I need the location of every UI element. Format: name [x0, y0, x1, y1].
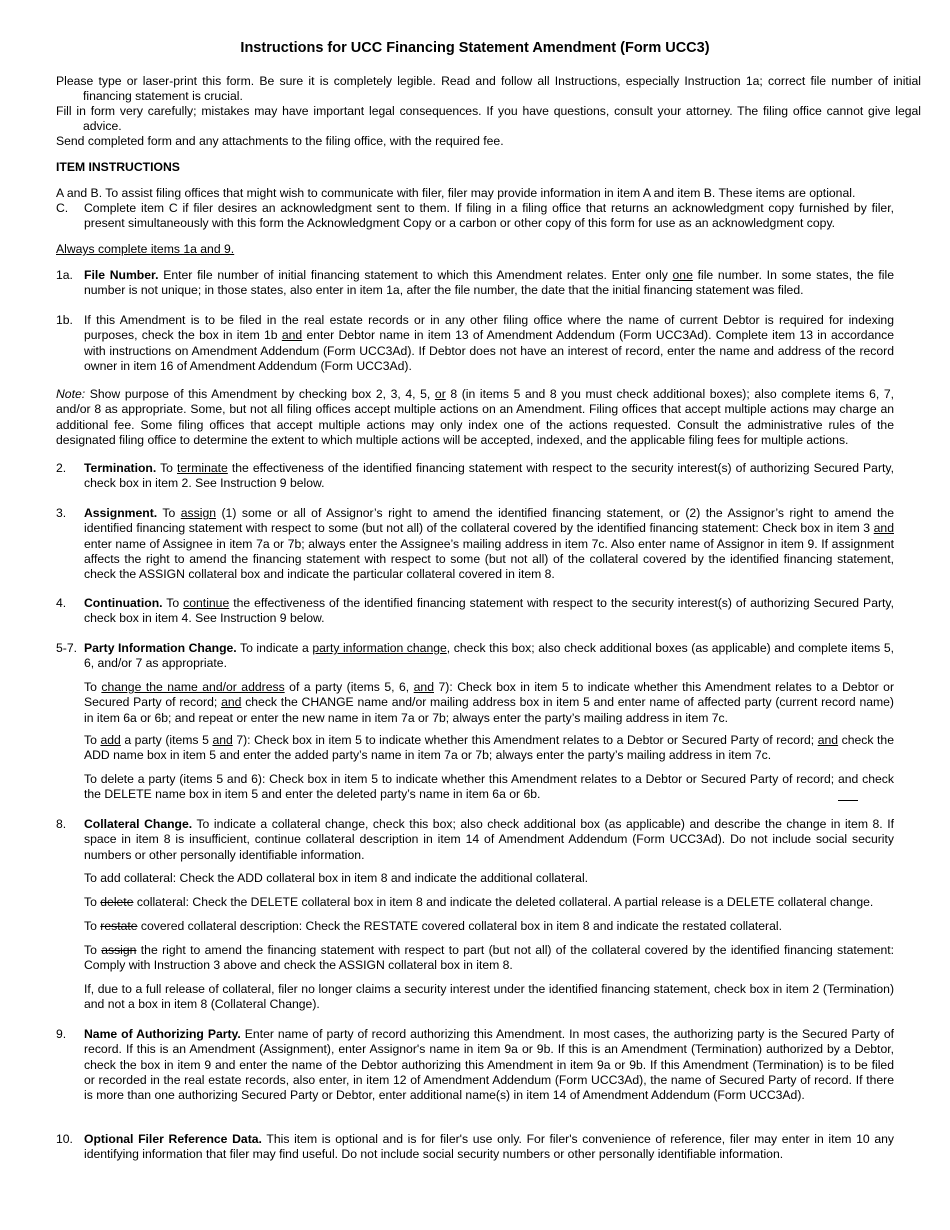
item-9-text: Name of Authorizing Party. Enter name of party of record authorizing this Amendment. In most cases, the authorizing party is the Secured Party of record. If this is an Amendment (Assignment), enter Assignor's name in item 9a or 9b. If this is an Amendment (Termination) authorized by a Debtor, check the box in item 9 and enter the name of the Debtor authorizing this Amendment in item 9a or 9b. If this Amendment (Termination) is to be filed or recorded in the real estate records, also enter, in item 12 of Amendment Addendum (Form UCC3Ad), the name of Secured Party of record. If there is more than one authorizing Secured Party or Debtor, enter additional name(s) in item 14 of Amendment Addendum (Form UCC3Ad). — [84, 1027, 894, 1103]
item-number: 10. — [56, 1132, 73, 1146]
item-2 — [56, 461, 894, 492]
item-instructions-heading: ITEM INSTRUCTIONS — [56, 160, 180, 174]
item-1a — [56, 268, 894, 299]
item-c-text: Complete item C if filer desires an acknowledgment sent to them. If filing in a filing office that returns an acknowledgment copy furnished by filer, present simultaneously with this form the Acknowledgment Copy or a carbon or other copy of this form for use as an acknowledgment copy. — [84, 201, 894, 231]
item-4 — [56, 596, 894, 627]
stray-rule — [838, 800, 858, 801]
note-paragraph: Note: Show purpose of this Amendment by checking box 2, 3, 4, 5, or 8 (in items 5 and 8 you must check additional boxes); also complete items 6, 7, and/or 8 as appropriate. Some, but not all filing offices accept multiple actions on an Amendment. Filing offices that accept multiple actions may charge an additional fee. Some filing offices that accept multiple actions may only index one of the actions requested. Consult the administrative rules of the designated filing office to determine the extent to which multiple actions will be accepted, indexed, and the applicable filing fees for multiple actions. — [56, 387, 894, 447]
item-number: 2. — [56, 461, 67, 475]
item-8-text: Collateral Change. To indicate a collateral change, check this box; also check additional box (as applicable) and describe the change in item 8. If space in item 8 is insufficient, continue collateral description in item 14 of Amendment Addendum (Form UCC3Ad). Do not include social security numbers or other personally identifiable information. — [84, 817, 894, 862]
item-5-7-text: Party Information Change. To indicate a party information change, check this box; also check additional boxes (as applicable) and complete items 5, 6, and/or 7 as appropriate. — [84, 641, 894, 671]
intro-paragraph: Send completed form and any attachments to the filing office, with the required fee. — [56, 134, 504, 148]
item-label: Assignment. — [84, 506, 158, 520]
item-label: Termination. — [84, 461, 157, 475]
item-8 — [56, 817, 894, 863]
item-10-text: Optional Filer Reference Data. This item is optional and is for filer's use only. For filer's convenience of reference, filer may enter in item 10 any identifying information that filer may find useful. Do not include social security numbers or other personally identifiable information. — [84, 1132, 894, 1162]
item-10 — [56, 1132, 894, 1163]
item-3 — [56, 506, 894, 582]
restate-collateral-paragraph: To restate covered collateral description: Check the RESTATE covered collateral box in item 8 and indicate the restated collateral. — [84, 919, 782, 933]
delete-collateral-paragraph: To delete collateral: Check the DELETE collateral box in item 8 and indicate the deleted collateral. A partial release is a DELETE collateral change. — [84, 895, 874, 909]
item-c — [56, 201, 894, 232]
item-number: 3. — [56, 506, 67, 520]
item-number: 1b. — [56, 313, 73, 327]
item-number: 8. — [56, 817, 67, 831]
intro-paragraph: Fill in form very carefully; mistakes may have important legal consequences. If you have questions, consult your attorney. The filing office cannot give legal advice. — [56, 104, 921, 134]
item-c-label: C. — [56, 201, 69, 215]
item-number: 4. — [56, 596, 67, 610]
item-3-text: Assignment. To assign (1) some or all of Assignor’s right to amend the identified financing statement, or (2) the Assignor’s right to amend the identified financing statement with respect to some (but not all) of the collateral covered by the identified financing statement: Check box in item 3 and enter name of Assignee in item 7a or 7b; always enter the Assignee’s mailing address in item 7c. Also enter name of Assignor in item 9. If assignment affects the right to amend the financing statement with respect to some (but not all) of the collateral covered by the identified financing statement, check the ASSIGN collateral box and indicate the particular collateral covered in item 8. — [84, 506, 894, 582]
item-4-text: Continuation. To continue the effectiveness of the identified financing statement with respect to the security interest(s) of authorizing Secured Party, check box in item 4. See Instruction 9 below. — [84, 596, 894, 626]
item-label: Name of Authorizing Party. — [84, 1027, 241, 1041]
full-release-paragraph: If, due to a full release of collateral, filer no longer claims a security interest under the identified financing statement, check box in item 2 (Termination) and not a box in item 8 (Collateral Change). — [84, 982, 894, 1012]
item-label: Continuation. — [84, 596, 163, 610]
item-9 — [56, 1027, 894, 1103]
always-complete-note: Always complete items 1a and 9. — [56, 242, 235, 256]
page-title: Instructions for UCC Financing Statement Amendment (Form UCC3) — [240, 40, 710, 56]
add-collateral-paragraph: To add collateral: Check the ADD collateral box in item 8 and indicate the additional collateral. — [84, 871, 589, 885]
item-1a-text: File Number. Enter file number of initial financing statement to which this Amendment relates. Enter only one file number. In some states, the file number is not unique; in those states, also enter in item 1a, after the file number, the date that the initial financing statement was filed. — [84, 268, 894, 298]
item-label: File Number. — [84, 268, 159, 282]
item-number: 1a. — [56, 268, 73, 282]
item-1b-text: If this Amendment is to be filed in the real estate records or in any other filing office where the name of current Debtor is required for indexing purposes, check the box in item 1b and enter Debtor name in item 13 of Amendment Addendum (Form UCC3Ad). Complete item 13 in accordance with instructions on Amendment Addendum (Form UCC3Ad). If Debtor does not have an interest of record, enter the name and address of the record owner in item 16 of Amendment Addendum (Form UCC3Ad). — [84, 313, 894, 373]
item-label: Optional Filer Reference Data. — [84, 1132, 262, 1146]
item-1b — [56, 313, 894, 374]
change-party-paragraph: To change the name and/or address of a party (items 5, 6, and 7): Check box in item 5 to indicate whether this Amendment relates to a Debtor or Secured Party of record; and check the CHANGE name and/or mailing address box in item 5 and enter name of affected party (current record name) in item 6a or 6b; and repeat or enter the new name in item 7a or 7b; always enter the party’s mailing address in item 7c. — [84, 680, 895, 725]
delete-party-paragraph: To delete a party (items 5 and 6): Check box in item 5 to indicate whether this Amendment relates to a Debtor or Secured Party of record; and check the DELETE name box in item 5 and enter the deleted party’s name in item 6a or 6b. — [84, 772, 894, 802]
assign-collateral-paragraph: To assign the right to amend the financing statement with respect to part (but not all) of the collateral covered by the identified financing statement: Comply with Instruction 3 above and check the ASSIGN collateral box in item 8. — [84, 943, 895, 973]
item-label: Party Information Change. — [84, 641, 237, 655]
item-number: 5-7. — [56, 641, 78, 655]
item-label: Collateral Change. — [84, 817, 193, 831]
item-5-7 — [56, 641, 894, 672]
items-a-b-text: A and B. To assist filing offices that might wish to communicate with filer, filer may provide information in item A and item B. These items are optional. — [56, 186, 856, 200]
intro-paragraph: Please type or laser-print this form. Be sure it is completely legible. Read and follow all Instructions, especially Instruction 1a; correct file number of initial financing statement is crucial. — [56, 74, 921, 104]
add-party-paragraph: To add a party (items 5 and 7): Check box in item 5 to indicate whether this Amendment relates to a Debtor or Secured Party of record; and check the ADD name box in item 5 and enter the added party’s name in item 7a or 7b; always enter the party’s mailing address in item 7c. — [84, 733, 894, 763]
note-label: Note: — [56, 387, 86, 401]
item-number: 9. — [56, 1027, 67, 1041]
item-2-text: Termination. To terminate the effectiveness of the identified financing statement with respect to the security interest(s) of authorizing Secured Party, check box in item 2. See Instruction 9 below. — [84, 461, 894, 491]
